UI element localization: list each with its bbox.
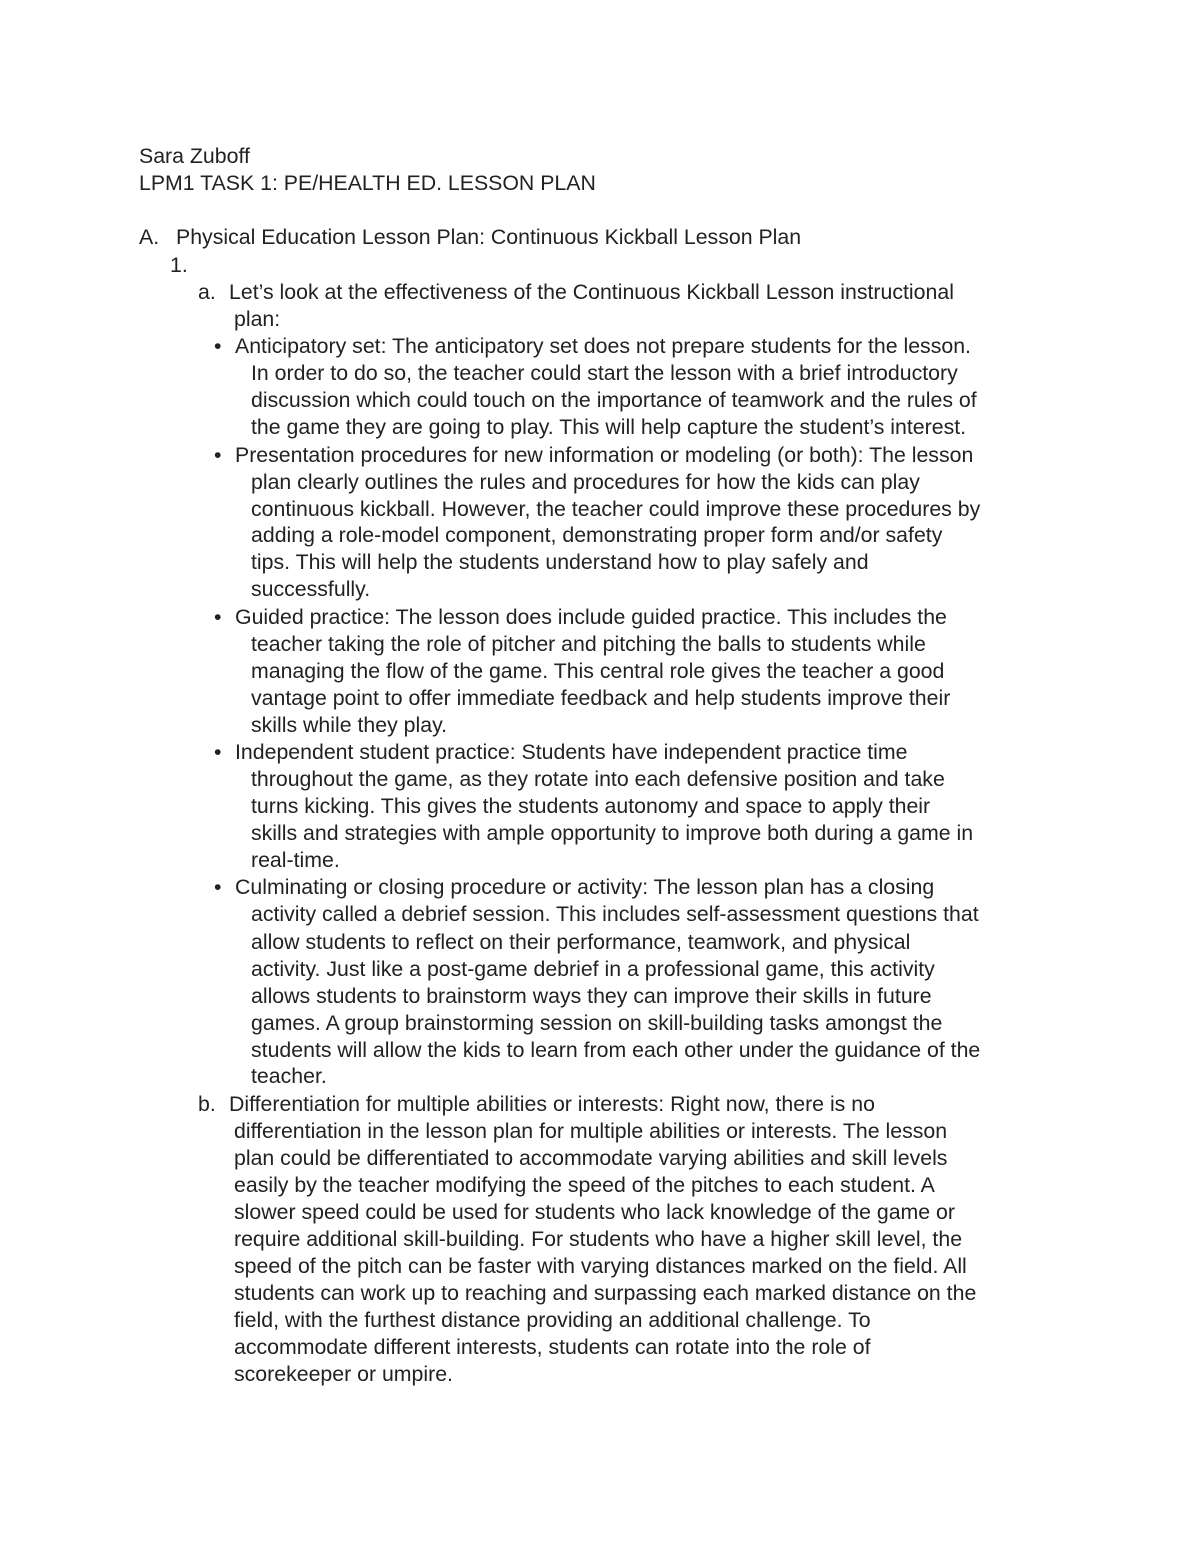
bullet-guided-line: managing the flow of the game. This central role gives the teacher a good <box>251 659 945 683</box>
bullet-presentation-line: successfully. <box>251 577 371 601</box>
item-b-text: Differentiation for multiple abilities or interests: Right now, there is no <box>229 1092 875 1116</box>
author-name: Sara Zuboff <box>139 144 250 168</box>
item-b-line: students can work up to reaching and surpassing each marked distance on the <box>234 1281 977 1305</box>
item-b-line: easily by the teacher modifying the speed of the pitches to each student. A <box>234 1173 935 1197</box>
bullet-presentation-line: plan clearly outlines the rules and procedures for how the kids can play <box>251 470 920 494</box>
bullet-culminating-first: Culminating or closing procedure or activity: The lesson plan has a closing <box>235 875 935 899</box>
item-b-line: differentiation in the lesson plan for multiple abilities or interests. The lesson <box>234 1119 948 1143</box>
bullet-independent-first: Independent student practice: Students have independent practice time <box>235 740 908 764</box>
section-a-title: Physical Education Lesson Plan: Continuous Kickball Lesson Plan <box>176 225 802 249</box>
bullet-independent-line: throughout the game, as they rotate into each defensive position and take <box>251 767 945 791</box>
bullet-independent-line: real-time. <box>251 848 340 872</box>
section-a-label: A. <box>139 225 160 249</box>
bullet-independent-line: turns kicking. This gives the students autonomy and space to apply their <box>251 794 931 818</box>
item-b-line: plan could be differentiated to accommodate varying abilities and skill levels <box>234 1146 948 1170</box>
bullet-icon: • <box>214 443 222 467</box>
item-b-line: slower speed could be used for students who lack knowledge of the game or <box>234 1200 955 1224</box>
bullet-guided-line: teacher taking the role of pitcher and pitching the balls to students while <box>251 632 926 656</box>
item-b-line: accommodate different interests, students can rotate into the role of <box>234 1335 871 1359</box>
document-title: LPM1 TASK 1: PE/HEALTH ED. LESSON PLAN <box>139 171 596 195</box>
bullet-presentation-line: continuous kickball. However, the teacher could improve these procedures by <box>251 497 981 521</box>
bullet-anticipatory-line: In order to do so, the teacher could start the lesson with a brief introductory <box>251 361 958 385</box>
bullet-guided-line: skills while they play. <box>251 713 448 737</box>
item-a-label: a. <box>198 280 216 304</box>
item-a-text: Let’s look at the effectiveness of the Continuous Kickball Lesson instructional <box>229 280 954 304</box>
bullet-culminating-line: allow students to reflect on their performance, teamwork, and physical <box>251 930 911 954</box>
bullet-culminating-line: activity called a debrief session. This includes self-assessment questions that <box>251 902 979 926</box>
bullet-icon: • <box>214 605 222 629</box>
bullet-guided-first: Guided practice: The lesson does include guided practice. This includes the <box>235 605 947 629</box>
bullet-independent-line: skills and strategies with ample opportunity to improve both during a game in <box>251 821 974 845</box>
bullet-anticipatory-line: the game they are going to play. This will help capture the student’s interest. <box>251 415 967 439</box>
bullet-anticipatory-first: Anticipatory set: The anticipatory set does not prepare students for the lesson. <box>235 334 971 358</box>
bullet-presentation-line: tips. This will help the students understand how to play safely and <box>251 550 869 574</box>
item-b-line: speed of the pitch can be faster with varying distances marked on the field. All <box>234 1254 967 1278</box>
bullet-presentation-line: adding a role-model component, demonstrating proper form and/or safety <box>251 523 943 547</box>
item-a-text-cont: plan: <box>234 307 281 331</box>
item-b-label: b. <box>198 1092 216 1116</box>
item-b-line: require additional skill-building. For students who have a higher skill level, the <box>234 1227 963 1251</box>
bullet-culminating-line: students will allow the kids to learn from each other under the guidance of the <box>251 1038 981 1062</box>
bullet-anticipatory-line: discussion which could touch on the importance of teamwork and the rules of <box>251 388 977 412</box>
bullet-culminating-line: allows students to brainstorm ways they can improve their skills in future <box>251 984 932 1008</box>
bullet-presentation-first: Presentation procedures for new information or modeling (or both): The lesson <box>235 443 974 467</box>
bullet-icon: • <box>214 875 222 899</box>
bullet-guided-line: vantage point to offer immediate feedback and help students improve their <box>251 686 951 710</box>
item-b-line: field, with the furthest distance providing an additional challenge. To <box>234 1308 871 1332</box>
bullet-icon: • <box>214 740 222 764</box>
bullet-icon: • <box>214 334 222 358</box>
item-b-line: scorekeeper or umpire. <box>234 1362 453 1386</box>
bullet-culminating-line: teacher. <box>251 1064 327 1088</box>
bullet-culminating-line: activity. Just like a post-game debrief in a professional game, this activity <box>251 957 935 981</box>
list-number-1: 1. <box>170 253 188 277</box>
bullet-culminating-line: games. A group brainstorming session on skill-building tasks amongst the <box>251 1011 943 1035</box>
